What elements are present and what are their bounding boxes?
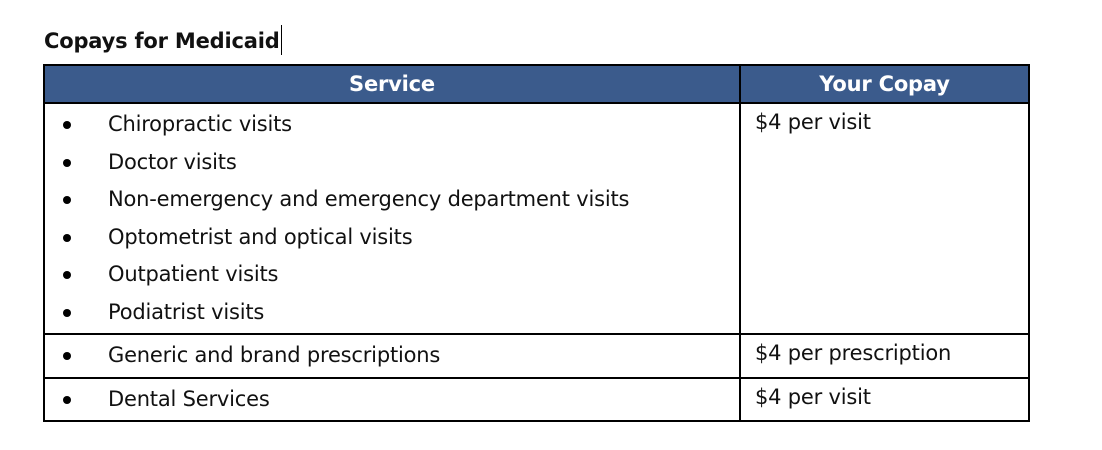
bullet-icon	[63, 121, 71, 129]
service-name: Doctor visits	[108, 149, 237, 174]
list-item	[45, 181, 739, 219]
header-row	[44, 65, 1029, 103]
service-name: Non-emergency and emergency department visits	[108, 187, 630, 211]
copay-value: $4 per visit	[755, 384, 871, 409]
list-item	[45, 106, 739, 144]
bullet-icon	[63, 234, 71, 242]
list-item	[45, 219, 739, 257]
copay-cell	[740, 103, 1029, 334]
text-cursor	[281, 25, 282, 55]
service-cell	[44, 334, 740, 378]
service-cell	[44, 378, 740, 422]
bullet-icon	[63, 352, 71, 360]
bullet-icon	[63, 159, 71, 167]
copay-table	[43, 64, 1030, 422]
bullet-icon	[63, 271, 71, 279]
copay-column-header: Your Copay	[740, 65, 1029, 103]
service-cell	[44, 103, 740, 334]
service-name: Outpatient visits	[108, 262, 279, 286]
service-name: Generic and brand prescriptions	[108, 343, 441, 367]
list-item	[45, 337, 739, 375]
copay-cell	[740, 334, 1029, 378]
title-text: Copays for Medicaid	[44, 29, 280, 53]
copay-value: $4 per visit	[755, 110, 871, 134]
list-item	[45, 294, 739, 332]
bullet-icon	[63, 396, 71, 404]
list-item	[45, 381, 739, 419]
copay-cell	[740, 378, 1029, 422]
service-name: Podiatrist visits	[108, 299, 265, 324]
service-name: Chiropractic visits	[108, 112, 292, 136]
table-row	[44, 103, 1029, 334]
service-list	[45, 379, 739, 421]
bullet-icon	[63, 309, 71, 317]
service-column-header: Service	[44, 65, 740, 103]
copay-value: $4 per prescription	[755, 341, 952, 365]
list-item	[45, 256, 739, 294]
document-title	[44, 24, 282, 58]
table-row	[44, 378, 1029, 422]
service-name: Optometrist and optical visits	[108, 224, 413, 249]
service-list	[45, 104, 739, 333]
service-name: Dental Services	[108, 386, 270, 411]
bullet-icon	[63, 196, 71, 204]
service-list	[45, 335, 739, 377]
list-item	[45, 144, 739, 182]
table-row	[44, 334, 1029, 378]
